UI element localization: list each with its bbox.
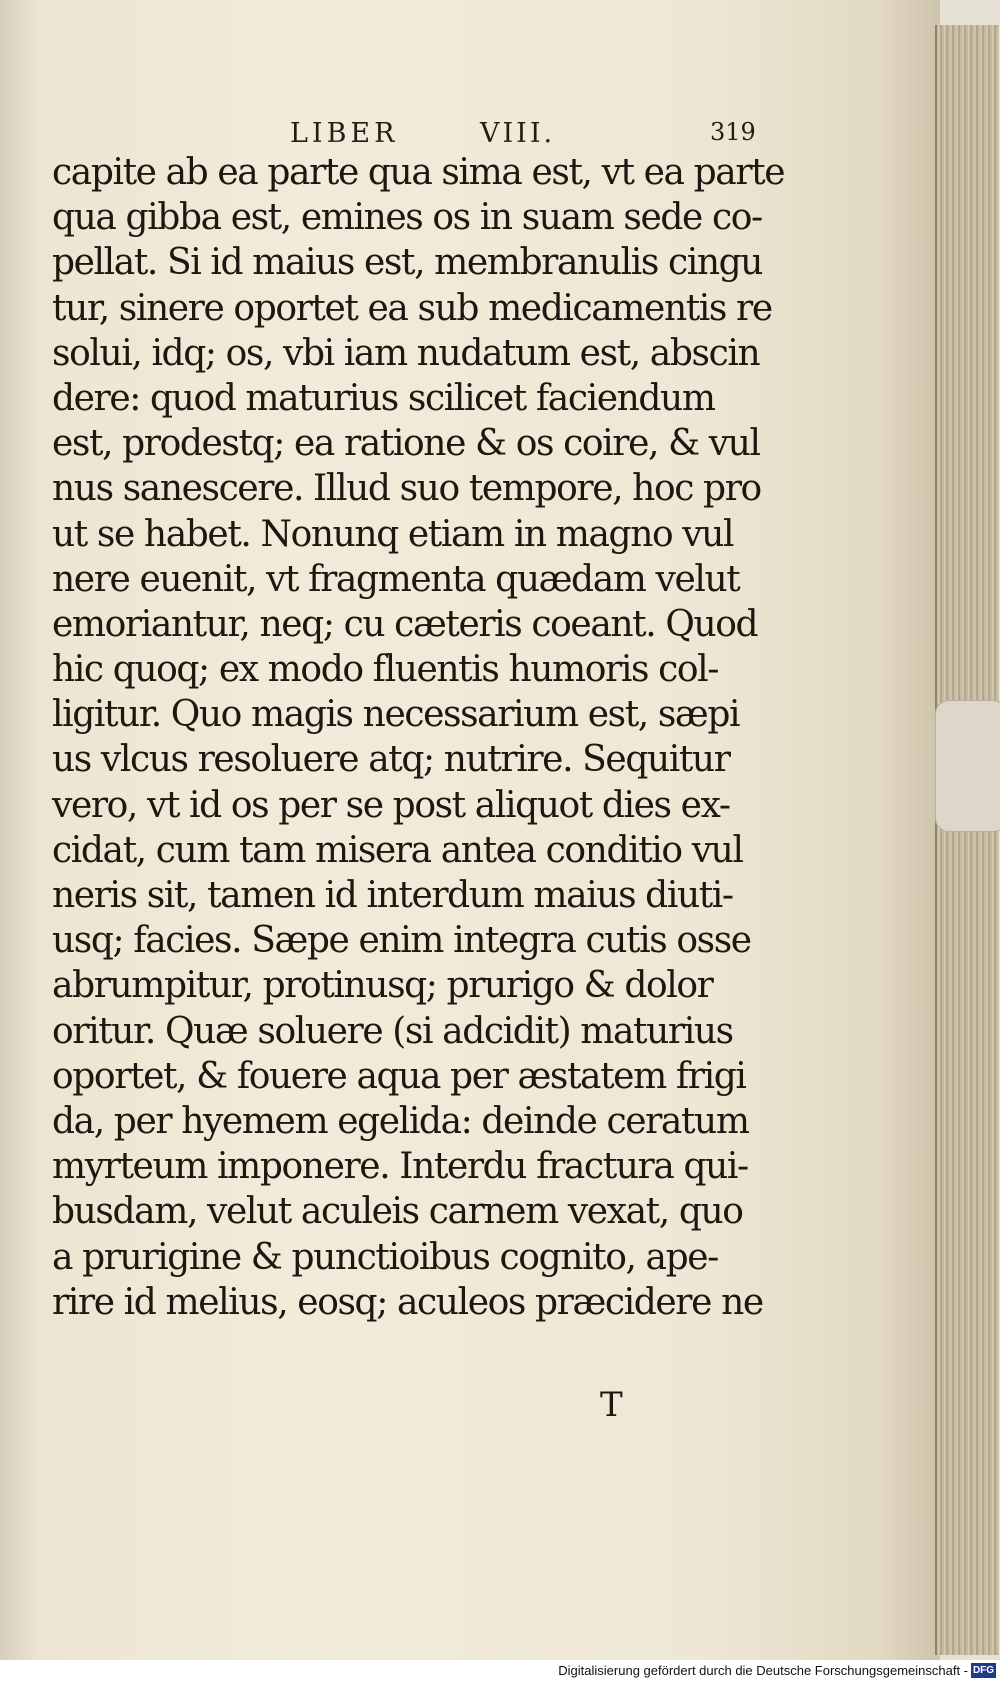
page-clip (935, 700, 1000, 832)
running-head (290, 118, 760, 154)
text-line: solui, idq; os, vbi iam nudatum est, abscin (52, 332, 760, 374)
text-line: da, per hyemem egelida: deinde ceratum (52, 1100, 749, 1142)
folio-number: 319 (710, 118, 756, 146)
book-number: VIII. (480, 118, 556, 149)
text-line: neris sit, tamen id interdum maius diuti- (52, 875, 733, 916)
text-line: est, prodestq; ea ratione & os coire, & vul (52, 423, 760, 465)
signature-mark: T (600, 1385, 623, 1425)
text-line: dere: quod maturius scilicet faciendum (52, 377, 715, 419)
dfg-logo: DFG (972, 1665, 995, 1676)
text-line: ligitur. Quo magis necessarium est, sæpi (52, 694, 740, 736)
text-line: capite ab ea parte qua sima est, vt ea parte (52, 152, 785, 193)
text-line: nere euenit, vt fragmenta quædam velut (52, 558, 740, 600)
text-line: busdam, velut aculeis carnem vexat, quo (52, 1191, 743, 1233)
text-line: rire id melius, eosq; aculeos præcidere ne (52, 1281, 763, 1323)
text-line: us vlcus resoluere atq; nutrire. Sequitur (52, 739, 730, 781)
text-line: cidat, cum tam misera antea conditio vul (52, 829, 743, 871)
footer-bar (0, 1660, 1000, 1682)
text-line: oritur. Quæ soluere (si adcidit) maturius (52, 1010, 733, 1052)
text-line: oportet, & fouere aqua per æstatem frigi (52, 1055, 746, 1097)
page-edges (935, 25, 999, 1655)
text-line: a prurigine & punctioibus cognito, ape- (52, 1236, 718, 1278)
text-line: ut se habet. Nonunq etiam in magno vul (52, 513, 734, 555)
text-line: vero, vt id os per se post aliquot dies ex- (52, 784, 730, 826)
body-text (52, 150, 785, 1325)
running-title: LIBER (290, 118, 399, 149)
text-line: usq; facies. Sæpe enim integra cutis osse (52, 920, 751, 962)
text-line: nus sanescere. Illud suo tempore, hoc pro (52, 468, 761, 510)
text-line: abrumpitur, protinusq; prurigo & dolor (52, 965, 713, 1007)
text-line: myrteum imponere. Interdu fractura qui- (52, 1146, 748, 1188)
text-line: emoriantur, neq; cu cæteris coeant. Quod (52, 603, 758, 645)
funding-credit: Digitalisierung gefördert durch die Deutsche Forschungsgemeinschaft - (558, 1663, 968, 1678)
text-line: pellat. Si id maius est, membranulis cingu (52, 242, 763, 284)
text-line: hic quoq; ex modo fluentis humoris col- (52, 649, 718, 691)
text-line: qua gibba est, emines os in suam sede co- (52, 197, 762, 239)
text-line: tur, sinere oportet ea sub medicamentis re (52, 287, 772, 329)
